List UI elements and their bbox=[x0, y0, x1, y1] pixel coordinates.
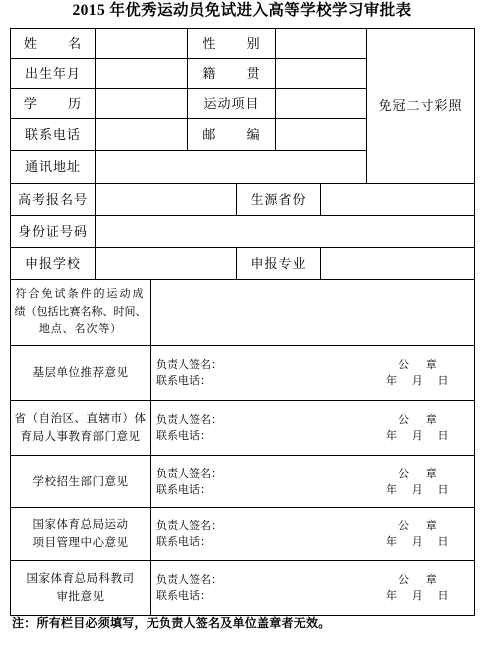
approval-row bbox=[11, 346, 475, 401]
address-label-cell bbox=[11, 151, 96, 184]
sport-center-opinion-label-cell bbox=[11, 508, 151, 561]
grassroots-recommendation-label-cell bbox=[11, 346, 151, 401]
sign-line bbox=[151, 518, 474, 534]
sign-line bbox=[151, 466, 474, 482]
postcode-field[interactable] bbox=[276, 119, 367, 151]
approval-row bbox=[11, 561, 475, 616]
gender-label-cell bbox=[188, 29, 276, 59]
home-province-field[interactable] bbox=[321, 184, 475, 216]
major-field[interactable] bbox=[321, 248, 475, 280]
achievements-label-cell bbox=[11, 280, 151, 346]
major-label: 申报专业 bbox=[250, 255, 307, 271]
achievements-label-line: 符合免试条件的运动成 bbox=[15, 288, 146, 301]
seal-label: 公 章 bbox=[398, 359, 437, 371]
approval-label-line: 学校招生部门意见 bbox=[32, 475, 129, 488]
name-field[interactable] bbox=[96, 29, 188, 59]
signer-label: 负责人签名： bbox=[156, 414, 222, 426]
sign-line bbox=[151, 357, 474, 373]
approval-label-line: 国家体育总局科教司 bbox=[26, 573, 135, 585]
home-province-label-cell bbox=[237, 184, 321, 216]
photo-cell bbox=[367, 29, 475, 184]
sign-line bbox=[151, 534, 474, 550]
school-admissions-sign-area[interactable] bbox=[151, 456, 475, 508]
sign-line bbox=[151, 588, 474, 604]
approval-label-line: 基层单位推荐意见 bbox=[32, 367, 129, 379]
achievements-label-line: 地点、名次等） bbox=[38, 323, 123, 336]
contact-phone-label: 联系电话： bbox=[156, 536, 211, 548]
provincial-bureau-opinion-label-cell bbox=[11, 401, 151, 456]
native-place-label-cell bbox=[188, 59, 276, 89]
form-title: 2015 年优秀运动员免试进入高等学校学习审批表 bbox=[72, 2, 412, 19]
school-label-cell bbox=[11, 248, 96, 280]
exam-number-label: 高考报名号 bbox=[17, 191, 88, 207]
id-number-label: 身份证号码 bbox=[17, 223, 88, 239]
achievements-field[interactable] bbox=[151, 280, 475, 346]
signer-label: 负责人签名： bbox=[156, 359, 222, 371]
sign-line bbox=[151, 572, 474, 588]
form-row bbox=[11, 248, 475, 280]
approval-label-line: 项目管理中心意见 bbox=[32, 537, 129, 549]
school-field[interactable] bbox=[96, 248, 237, 280]
date-label: 年 月 日 bbox=[386, 375, 449, 387]
signer-label: 负责人签名： bbox=[156, 467, 222, 480]
contact-phone-label: 联系电话： bbox=[156, 590, 211, 602]
sport-field[interactable] bbox=[276, 89, 367, 119]
provincial-bureau-sign-area[interactable] bbox=[151, 401, 475, 456]
approval-row bbox=[11, 401, 475, 456]
approval-form-table bbox=[10, 28, 475, 616]
approval-row bbox=[11, 508, 475, 561]
native-place-label: 籍 贯 bbox=[202, 65, 261, 81]
seal-label: 公 章 bbox=[398, 520, 437, 532]
education-label-cell bbox=[11, 89, 96, 119]
sport-center-sign-area[interactable] bbox=[151, 508, 475, 561]
birth-label: 出生年月 bbox=[24, 65, 81, 81]
sign-line bbox=[151, 373, 474, 389]
sign-line bbox=[151, 428, 474, 444]
id-number-label-cell bbox=[11, 216, 96, 248]
major-label-cell bbox=[237, 248, 321, 280]
native-place-field[interactable] bbox=[276, 59, 367, 89]
date-label: 年 月 日 bbox=[386, 590, 449, 602]
address-label: 通讯地址 bbox=[24, 159, 81, 174]
approval-label-line: 育局人事教育部门意见 bbox=[20, 431, 141, 443]
phone-label-cell bbox=[11, 119, 96, 151]
form-row bbox=[11, 280, 475, 346]
address-field[interactable] bbox=[96, 151, 367, 184]
photo-label: 免冠二寸彩照 bbox=[378, 98, 463, 113]
date-label: 年 月 日 bbox=[386, 430, 449, 442]
education-field[interactable] bbox=[96, 89, 188, 119]
sport-label: 运动项目 bbox=[203, 95, 260, 111]
approval-row bbox=[11, 456, 475, 508]
exam-number-label-cell bbox=[11, 184, 96, 216]
birth-label-cell bbox=[11, 59, 96, 89]
phone-label: 联系电话 bbox=[24, 126, 81, 142]
signer-label: 负责人签名： bbox=[156, 574, 222, 586]
postcode-label-cell bbox=[188, 119, 276, 151]
contact-phone-label: 联系电话： bbox=[156, 375, 211, 387]
birth-field[interactable] bbox=[96, 59, 188, 89]
seal-label: 公 章 bbox=[398, 467, 437, 480]
education-label: 学 历 bbox=[23, 95, 83, 111]
exam-number-field[interactable] bbox=[96, 184, 237, 216]
phone-field[interactable] bbox=[96, 119, 188, 151]
science-education-sign-area[interactable] bbox=[151, 561, 475, 616]
school-admissions-opinion-label-cell bbox=[11, 456, 151, 508]
form-row bbox=[11, 184, 475, 216]
date-label: 年 月 日 bbox=[386, 536, 449, 548]
signer-label: 负责人签名： bbox=[156, 520, 222, 532]
achievements-label-line: 绩（包括比赛名称、时间、 bbox=[14, 305, 147, 318]
footer-note: 注：所有栏目必须填写，无负责人签名及单位盖章者无效。 bbox=[12, 616, 331, 630]
sign-line bbox=[151, 482, 474, 498]
date-label: 年 月 日 bbox=[386, 483, 449, 496]
sign-line bbox=[151, 412, 474, 428]
school-label: 申报学校 bbox=[24, 255, 81, 271]
id-number-field[interactable] bbox=[96, 216, 475, 248]
home-province-label: 生源省份 bbox=[250, 191, 307, 207]
grassroots-recommendation-sign-area[interactable] bbox=[151, 346, 475, 401]
seal-label: 公 章 bbox=[398, 414, 437, 426]
name-label: 姓 名 bbox=[23, 35, 83, 51]
approval-label-line: 审批意见 bbox=[56, 591, 105, 603]
form-row bbox=[11, 29, 475, 59]
gender-label: 性 别 bbox=[202, 35, 261, 51]
postcode-label: 邮 编 bbox=[202, 126, 261, 142]
gender-field[interactable] bbox=[276, 29, 367, 59]
seal-label: 公 章 bbox=[398, 574, 437, 586]
contact-phone-label: 联系电话： bbox=[156, 430, 211, 442]
name-label-cell bbox=[11, 29, 96, 59]
approval-label-line: 省（自治区、直辖市）体 bbox=[14, 413, 147, 425]
form-row bbox=[11, 216, 475, 248]
contact-phone-label: 联系电话： bbox=[156, 483, 211, 496]
science-education-approval-label-cell bbox=[11, 561, 151, 616]
sport-label-cell bbox=[188, 89, 276, 119]
approval-label-line: 国家体育总局运动 bbox=[32, 519, 129, 531]
